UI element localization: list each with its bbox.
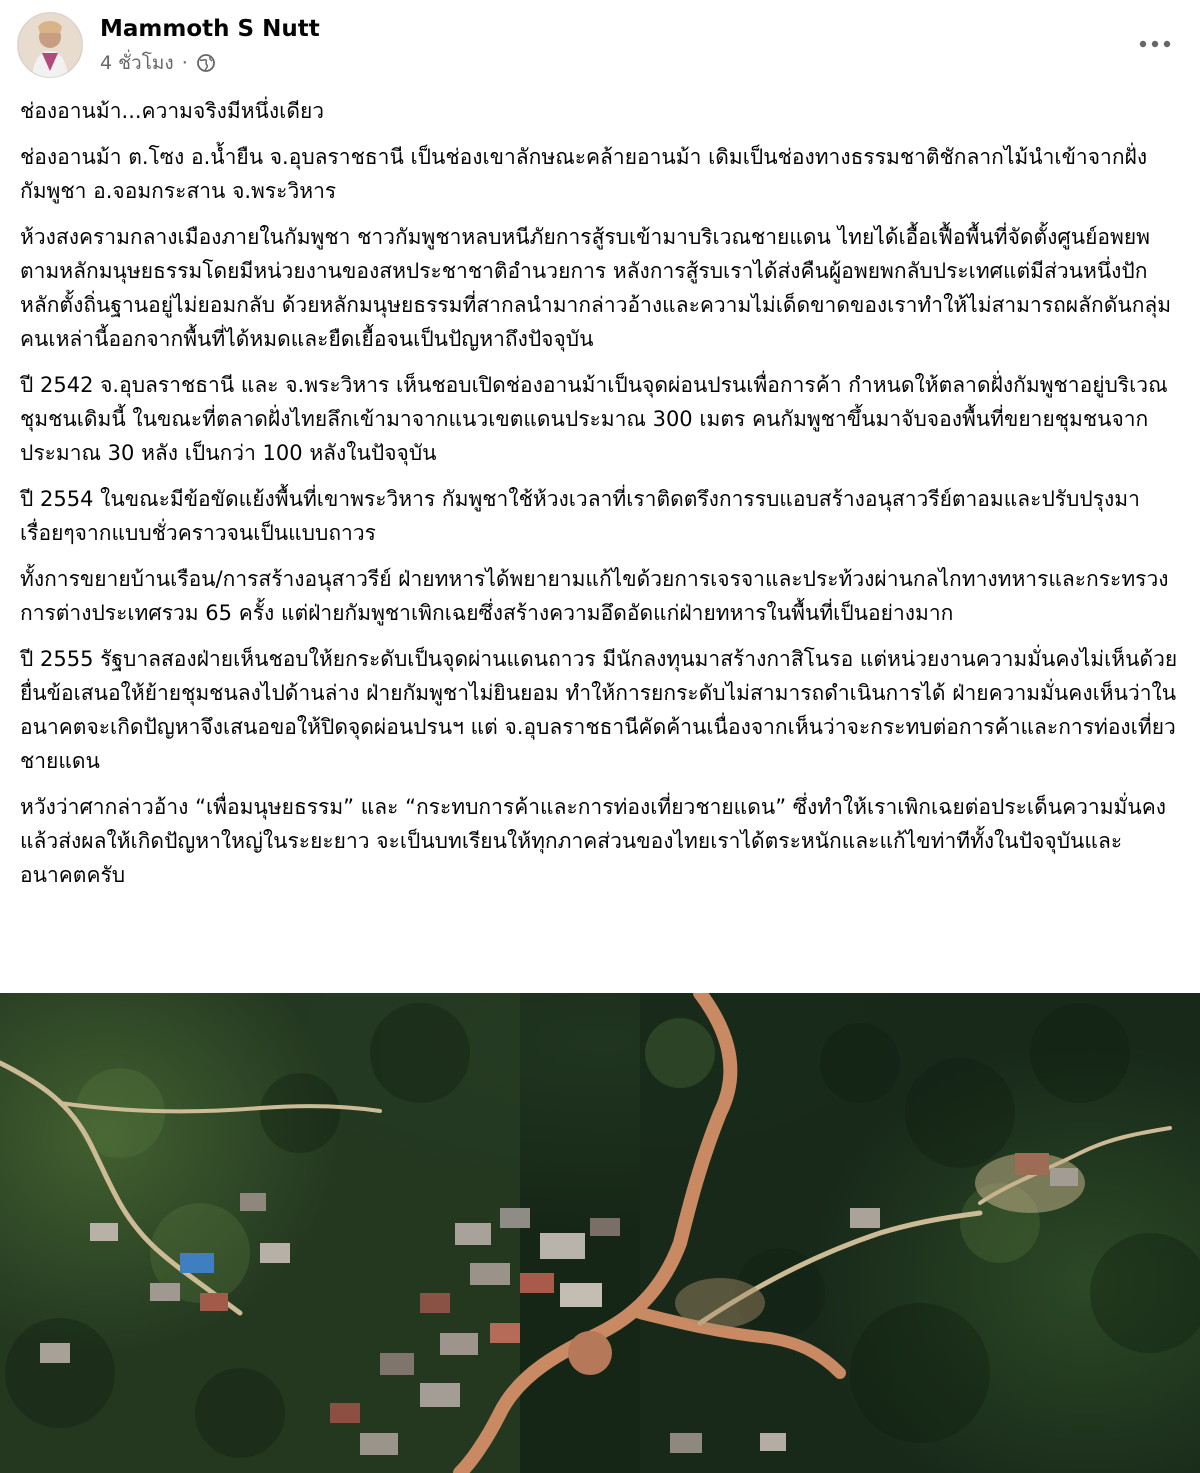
post-paragraph: ห้วงสงครามกลางเมืองภายในกัมพูชา ชาวกัมพูชาหลบหนีภัยการสู้รบเข้ามาบริเวณชายแดน ไทยได้เอื้อเฟื้อพื้นที่จัดตั้งศูนย์อพยพตามหลักมนุษยธรรมโดยมีหน่วยงานของสหประชาชาติอำนวยการ หลังการสู้รบเราได้ส่งคืนผู้อพยพกลับประเทศแต่มีส่วนหนึ่งปักหลักตั้งถิ่นฐานอยู่ไม่ยอมกลับ ด้วยหลักมนุษยธรรมที่สากลนำมากล่าวอ้างและความไม่เด็ดขาดของเราทำให้ไม่สามารถผลักดันกลุ่มคนเหล่านี้ออกจากพื้นที่ได้หมดและยืดเยื้อจนเป็นปัญหาถึงปัจจุบัน bbox=[20, 225, 1172, 351]
post-paragraph: ช่องอานม้า ต.โซง อ.น้ำยืน จ.อุบลราชธานี เป็นช่องเขาลักษณะคล้ายอานม้า เดิมเป็นช่องทางธรรมชาติชักลากไม้นำเข้าจากฝั่งกัมพูชา อ.จอมกระสาน จ.พระวิหาร bbox=[20, 145, 1148, 203]
post-paragraph: ปี 2554 ในขณะมีข้อขัดแย้งพื้นที่เขาพระวิหาร กัมพูชาใช้ห้วงเวลาที่เราติดตรึงการรบแอบสร้างอนุสาวรีย์ตาอมและปรับปรุงมาเรื่อยๆจากแบบชั่วคราวจนเป็นแบบถาวร bbox=[20, 487, 1140, 545]
satellite-map bbox=[0, 993, 1200, 1473]
globe-icon[interactable] bbox=[196, 53, 216, 73]
author-avatar[interactable] bbox=[17, 12, 83, 78]
post-header bbox=[0, 0, 1200, 92]
post-timestamp[interactable]: 4 ชั่วโมง bbox=[100, 52, 174, 74]
post-paragraph: ทั้งการขยายบ้านเรือน/การสร้างอนุสาวรีย์ ฝ่ายทหารได้พยายามแก้ไขด้วยการเจรจาและประท้วงผ่านกลไกทางทหารและกระทรวงการต่างประเทศรวม 65 ครั้ง แต่ฝ่ายกัมพูชาเพิกเฉยซึ่งสร้างความอึดอัดแก่ฝ่ายทหารในพื้นที่เป็นอย่างมาก bbox=[20, 567, 1169, 625]
post-paragraph: ปี 2542 จ.อุบลราชธานี และ จ.พระวิหาร เห็นชอบเปิดช่องอานม้าเป็นจุดผ่อนปรนเพื่อการค้า กำหนดให้ตลาดฝั่งกัมพูชาอยู่บริเวณชุมชนเดิมนี้ ในขณะที่ตลาดฝั่งไทยลึกเข้ามาจากแนวเขตแดนประมาณ 300 เมตร คนกัมพูชาขึ้นมาจับจองพื้นที่ขยายชุมชนจากประมาณ 30 หลัง เป็นกว่า 100 หลังในปัจจุบัน bbox=[20, 373, 1168, 465]
post-paragraph: ปี 2555 รัฐบาลสองฝ่ายเห็นชอบให้ยกระดับเป็นจุดผ่านแดนถาวร มีนักลงทุนมาสร้างกาสิโนรอ แต่หน่วยงานความมั่นคงไม่เห็นด้วยยื่นข้อเสนอให้ย้ายชุมชนลงไปด้านล่าง ฝ่ายกัมพูชาไม่ยินยอม ทำให้การยกระดับไม่สามารถดำเนินการได้ ฝ่ายความมั่นคงเห็นว่าในอนาคตจะเกิดปัญหาจึงเสนอขอให้ปิดจุดผ่อนปรนฯ แต่ จ.อุบลราชธานีคัดค้านเนื่องจากเห็นว่าจะกระทบต่อการค้าและการท่องเที่ยวชายแดน bbox=[20, 647, 1178, 773]
more-horizontal-icon[interactable] bbox=[1138, 30, 1172, 58]
author-name[interactable]: Mammoth S Nutt bbox=[100, 16, 320, 42]
post-paragraph: หวังว่าศากล่าวอ้าง “เพื่อมนุษยธรรม” และ “กระทบการค้าและการท่องเที่ยวชายแดน” ซึ่งทำให้เราเพิกเฉยต่อประเด็นความมั่นคงแล้วส่งผลให้เกิดปัญหาใหญ่ในระยะยาว จะเป็นบทเรียนให้ทุกภาคส่วนของไทยเราได้ตระหนักและแก้ไขท่าทีทั้งในปัจจุบันและอนาคตครับ bbox=[20, 795, 1167, 887]
satellite-photo[interactable] bbox=[0, 993, 1200, 1473]
post-meta bbox=[100, 50, 216, 76]
avatar-portrait bbox=[18, 13, 82, 77]
meta-separator: · bbox=[181, 52, 188, 74]
post-text bbox=[20, 94, 1180, 904]
post-paragraph: ช่องอานม้า...ความจริงมีหนึ่งเดียว bbox=[20, 99, 325, 123]
